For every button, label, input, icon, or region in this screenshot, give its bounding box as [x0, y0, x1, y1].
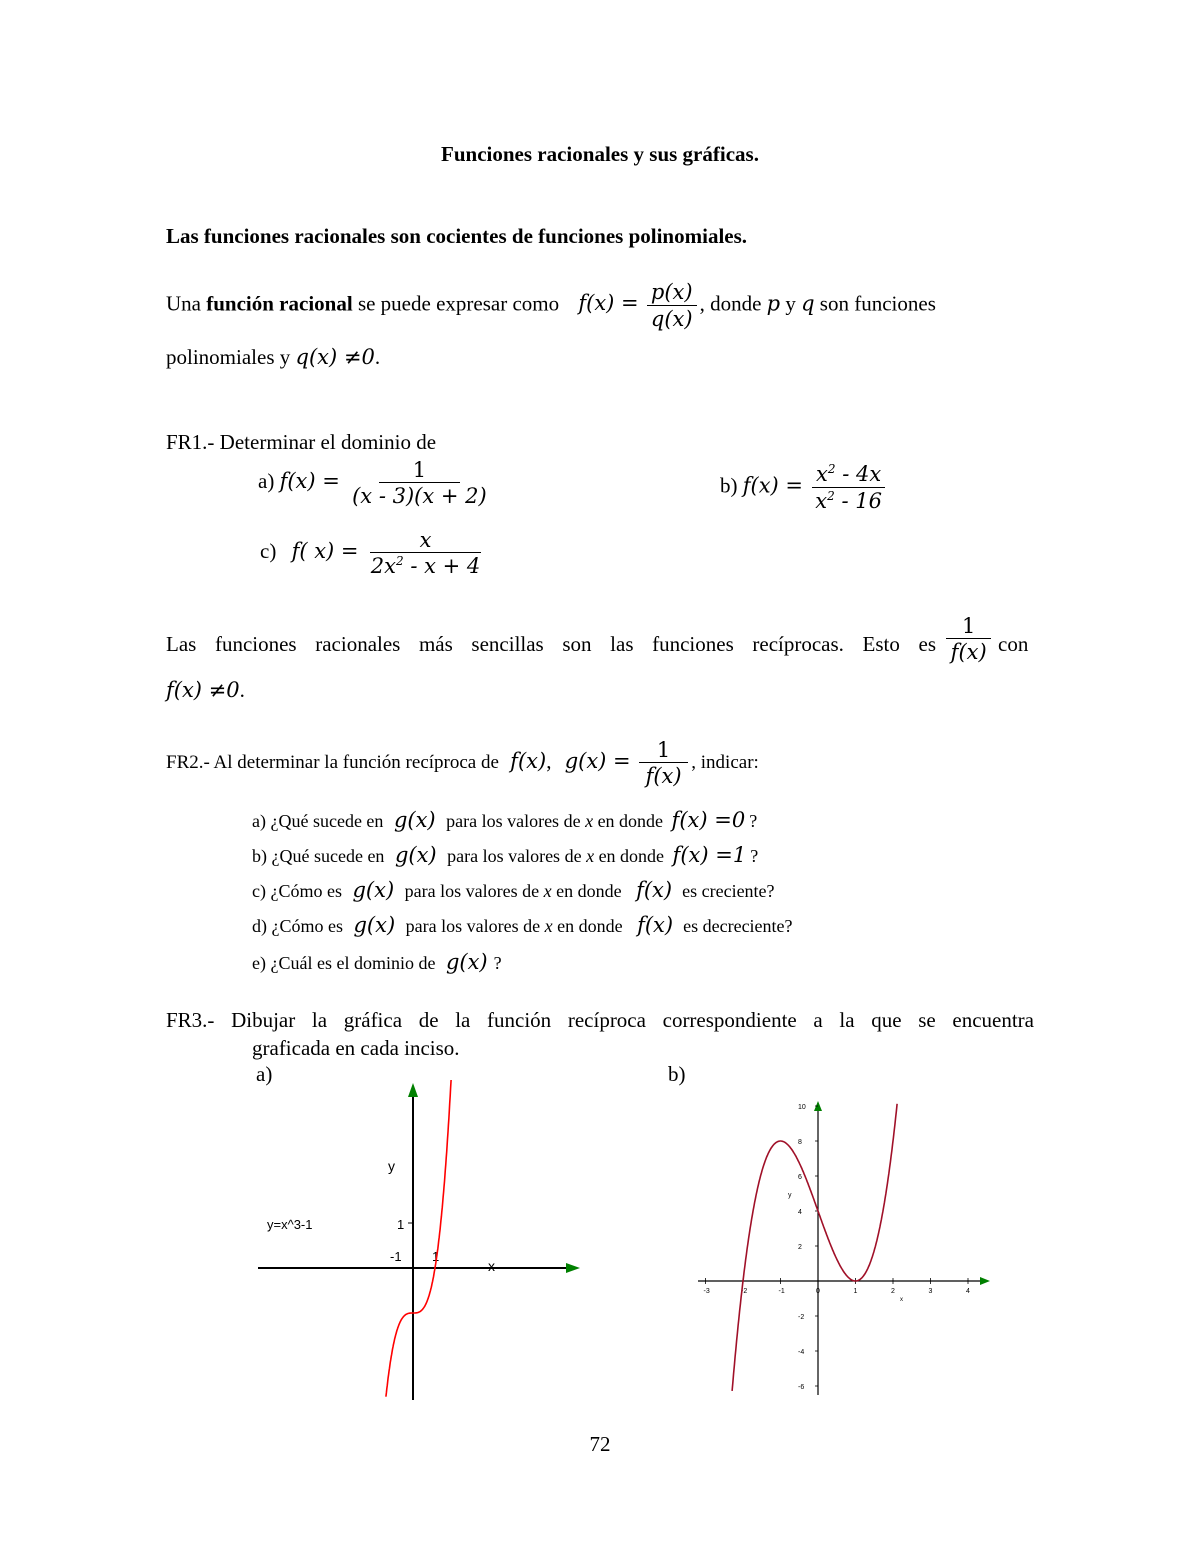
graph-b-x-tick-label: 2	[891, 1288, 895, 1295]
reciprocal-fraction: $\frac{1}{f(x)}$	[943, 614, 994, 664]
graph-b-polynomial	[690, 1095, 1000, 1400]
graph-b-x-label: x	[900, 1297, 903, 1303]
fr1-item-a: a) f(x) = $\frac{1}{(x - 3)(x + 2)}$	[258, 458, 494, 508]
definition-line: Una función racional se puede expresar como f(x) = $\frac{p(x)}{q(x)}$ , donde p y q son funciones	[166, 280, 936, 332]
fr2-question-c: c) ¿Cómo es g(x) para los valores de x en donde f(x) es creciente?	[252, 878, 775, 902]
graph-b-x-tick-label: 4	[966, 1288, 970, 1295]
fr3-line-2: graficada en cada inciso.	[252, 1036, 460, 1060]
definition-line-2: polinomiales y q(x) ≠0.	[166, 345, 381, 369]
fr3-label-a: a)	[256, 1062, 273, 1086]
fr1-a-fraction: $\frac{1}{(x - 3)(x + 2)}$	[352, 458, 487, 509]
graph-b-y-tick-label: -2	[798, 1314, 805, 1321]
graph-b-y-tick-label: 10	[798, 1104, 806, 1111]
fr1-item-b: b) f(x) = $\frac{x^2 - 4x}{x^2 - 16}$	[720, 462, 889, 513]
fr1-item-c: c) f( x) = $\frac{x}{2x^2 - x + 4}$	[260, 528, 487, 578]
graph-b-y-label: y	[788, 1192, 792, 1199]
graph-b-x-arrow	[980, 1277, 990, 1285]
graph-a-cubic	[250, 1075, 590, 1405]
graph-a-function-label: y=x^3-1	[267, 1217, 313, 1232]
graph-a-x-arrow	[566, 1263, 580, 1273]
graph-a-y-label: y	[388, 1158, 395, 1174]
graph-b-y-tick-label: 4	[798, 1209, 802, 1216]
fr1-b-fraction: $\frac{x^2 - 4x}{x^2 - 16}$	[811, 462, 886, 513]
graph-b-x-tick-label: -1	[778, 1288, 785, 1295]
fr3-line-1: FR3.- Dibujar la gráfica de la función recíproca correspondiente a la que se encuentra	[166, 1008, 1034, 1032]
graph-b-y-tick-label: 8	[798, 1139, 802, 1146]
graph-a-y-tick-label-1: 1	[397, 1217, 405, 1232]
graph-b-x-tick-label: 0	[816, 1288, 820, 1295]
graph-b-curve	[732, 1104, 897, 1391]
graph-b-y-tick-label: -4	[798, 1349, 805, 1356]
reciprocal-con: con	[998, 632, 1029, 656]
fr2-question-e: e) ¿Cuál es el dominio de g(x) ?	[252, 950, 502, 974]
fr2-heading: FR2.- Al determinar la función recíproca de f(x), g(x) = $\frac{1}{f(x)}$ , indicar:	[166, 738, 759, 789]
reciprocal-text: Las funciones racionales más sencillas son las funciones recíprocas. Esto es	[166, 632, 936, 656]
fr2-question-d: d) ¿Cómo es g(x) para los valores de x en donde f(x) es decreciente?	[252, 913, 793, 937]
definition-lhs: f(x) =	[578, 291, 639, 316]
graph-b-y-tick-label: 6	[798, 1174, 802, 1181]
fr2-question-b: b) ¿Qué sucede en g(x) para los valores de x en donde f(x) =1 ?	[252, 843, 759, 867]
graph-a-x-label: x	[488, 1258, 495, 1274]
page-title: Funciones racionales y sus gráficas.	[441, 142, 759, 166]
graph-a-y-arrow	[408, 1083, 418, 1097]
graph-b-x-tick-label: 1	[853, 1288, 858, 1295]
graph-b-y-tick-label: -6	[798, 1384, 805, 1391]
definition-bold-term: función racional	[206, 291, 353, 316]
fr2-question-a: a) ¿Qué sucede en g(x) para los valores de x en donde f(x) =0 ?	[252, 808, 758, 832]
fr1-heading: FR1.- Determinar el dominio de	[166, 430, 437, 454]
graph-b-y-tick-label: 2	[798, 1244, 802, 1251]
graph-b-x-tick-label: 3	[928, 1288, 933, 1295]
fr1-c-fraction: $\frac{x}{2x^2 - x + 4}$	[370, 528, 481, 579]
graph-b-ticks	[704, 1104, 971, 1391]
graph-a-x-tick-label-neg1: -1	[390, 1249, 402, 1264]
graph-b-x-tick-label: -3	[703, 1288, 710, 1295]
graph-a-x-tick-label-1: 1	[432, 1249, 440, 1264]
definition-condition: q(x) ≠0	[295, 345, 375, 369]
fr2-fraction: $\frac{1}{f(x)}$	[639, 738, 688, 788]
page-number: 72	[589, 1432, 611, 1456]
definition-fraction: $\frac{p(x)}{q(x)}$	[647, 280, 697, 331]
fr3-label-b: b)	[668, 1062, 686, 1086]
intro-statement: Las funciones racionales son cocientes de funciones polinomiales.	[166, 224, 748, 248]
graph-a-curve	[386, 1080, 451, 1397]
reciprocal-condition-line: f(x) ≠0.	[166, 678, 245, 702]
graph-b-x-tick-label: -2	[741, 1288, 748, 1295]
